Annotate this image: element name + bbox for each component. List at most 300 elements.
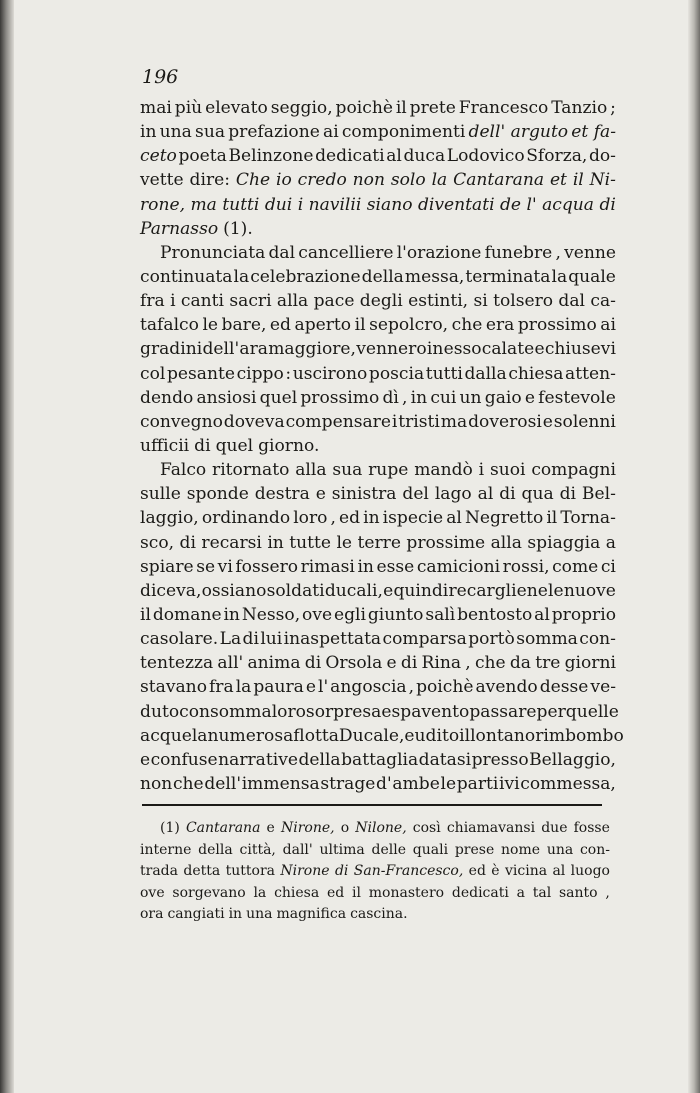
word: il: [459, 725, 471, 746]
word: il: [354, 315, 366, 336]
word: festevole: [538, 387, 616, 408]
word: loro: [293, 508, 328, 529]
word: ove: [302, 604, 333, 625]
word: paura: [253, 677, 304, 698]
word: avendo: [475, 677, 538, 698]
word: dendo: [140, 387, 194, 408]
word: una: [546, 841, 574, 858]
word: solenni: [553, 411, 616, 432]
word: è: [491, 863, 500, 879]
word: fra: [140, 291, 165, 312]
word: dire:: [189, 170, 230, 191]
word: della: [361, 266, 404, 287]
word: della: [298, 749, 341, 770]
word: ceto: [140, 146, 177, 167]
word: gradini: [140, 339, 203, 360]
word: battaglia: [341, 749, 419, 770]
word: casolare.: [140, 629, 219, 650]
word: di: [304, 653, 322, 674]
word: prefazione: [228, 122, 320, 143]
word: anima: [247, 653, 301, 674]
word: ivi: [499, 773, 520, 794]
word: prossime: [406, 532, 486, 553]
word: poichè: [416, 677, 474, 698]
text-line: [140, 700, 619, 724]
word: San-Francesco,: [353, 863, 464, 879]
word: Nirone: [280, 863, 330, 879]
word: sco,: [140, 532, 175, 553]
word: in: [363, 508, 380, 529]
word: spiare: [140, 556, 194, 577]
word: seggio,: [270, 98, 333, 118]
word: Falco: [160, 460, 207, 481]
word: Bel-: [581, 484, 616, 505]
word: compensare: [285, 411, 391, 432]
word: poscia: [368, 363, 425, 384]
word: e: [534, 339, 545, 360]
word: la: [431, 170, 448, 191]
text-line: [140, 337, 616, 361]
word: parti: [456, 773, 499, 794]
word: stavano: [140, 677, 207, 698]
word: sepolcro,: [369, 315, 449, 336]
word: io: [276, 170, 292, 191]
word: Bellaggio,: [529, 749, 616, 770]
word: Lodovico: [446, 146, 525, 167]
word: Torna-: [560, 508, 616, 529]
word: Pronunciata: [160, 242, 266, 263]
word: somma: [516, 629, 578, 650]
word: sinistra: [331, 484, 397, 505]
word: chiamavansi: [446, 820, 536, 836]
text-line: [140, 144, 616, 168]
word: prese: [454, 841, 495, 858]
word: e: [140, 749, 151, 770]
text-line: [140, 651, 616, 675]
word: in: [140, 122, 157, 143]
word: sorpresa: [305, 701, 382, 722]
word: se: [196, 556, 216, 577]
word: tal: [532, 884, 552, 901]
word: inaspettata: [283, 629, 382, 650]
word: la: [191, 725, 208, 746]
body-text: [140, 96, 624, 796]
word: il: [546, 508, 558, 529]
word: il: [352, 884, 361, 901]
word: dalla: [464, 363, 507, 384]
word: estinti,: [408, 291, 469, 312]
word: ufficii: [140, 435, 190, 456]
word: come: [552, 556, 599, 577]
word: poeta: [178, 146, 227, 167]
word: quali: [412, 841, 449, 858]
word: ve-: [590, 677, 616, 698]
text-line: [140, 861, 610, 883]
word: Orsola: [325, 653, 383, 674]
word: uscirono: [292, 363, 368, 384]
word: Ni-: [589, 170, 616, 191]
text-line: [140, 217, 616, 241]
word: e: [315, 484, 326, 505]
word: e: [542, 411, 553, 432]
word: era: [485, 315, 515, 336]
word: (1).: [223, 218, 253, 239]
word: da: [509, 653, 531, 674]
word: ordinando: [201, 508, 291, 529]
word: un: [459, 387, 482, 408]
word: in: [223, 604, 240, 625]
word: Cantarana: [185, 820, 261, 836]
text-line: [140, 603, 616, 627]
word: i: [391, 411, 398, 432]
word: bare,: [221, 315, 267, 336]
word: al: [477, 484, 494, 505]
word: duto: [140, 701, 180, 722]
word: ultima: [319, 841, 365, 858]
word: prossimo: [517, 315, 597, 336]
word: ducali,: [324, 580, 383, 601]
word: in: [426, 339, 444, 360]
word: fosse: [573, 820, 610, 836]
word: che: [451, 315, 483, 336]
word: ed: [327, 884, 345, 901]
word: fra: [208, 677, 234, 698]
word: ci: [600, 556, 616, 577]
word: portò: [468, 629, 515, 650]
word: doveva: [223, 411, 285, 432]
word: immensa: [241, 773, 320, 794]
word: al: [386, 146, 402, 167]
word: cangiati: [167, 906, 225, 922]
word: delle: [371, 841, 407, 858]
word: chiesa: [508, 363, 564, 384]
word: ed: [339, 508, 361, 529]
text-line: [140, 386, 616, 410]
word: vicina: [504, 863, 548, 879]
word: detta: [183, 863, 221, 879]
word: ca-: [590, 291, 616, 312]
text-line: [140, 193, 616, 217]
word: tutti: [222, 194, 260, 215]
word: per: [536, 701, 566, 722]
word: diventati: [417, 194, 495, 215]
word: maggiore,: [268, 339, 356, 360]
word: rupe: [368, 460, 409, 481]
word: o: [340, 820, 350, 836]
word: di: [242, 629, 259, 650]
word: presso: [471, 749, 529, 770]
word: atten-: [565, 363, 616, 384]
word: a: [605, 532, 616, 553]
word: il: [395, 98, 407, 118]
text-line: [140, 531, 616, 555]
text-line: [140, 579, 616, 603]
word: destra: [254, 484, 310, 505]
word: siano: [366, 194, 413, 215]
word: do-: [588, 146, 616, 167]
word: quel: [215, 435, 254, 456]
word: ,: [402, 387, 408, 408]
word: loro: [271, 701, 306, 722]
word: suoi: [489, 460, 526, 481]
word: di: [599, 194, 616, 215]
word: ora: [140, 906, 164, 922]
word: proprio: [551, 604, 616, 625]
word: i: [297, 194, 304, 215]
word: di: [499, 484, 516, 505]
text-line: [140, 410, 616, 434]
word: lontano: [470, 725, 536, 746]
word: spiaggia: [527, 532, 601, 553]
word: Negretto: [464, 508, 544, 529]
word: due: [541, 820, 568, 836]
word: si: [473, 291, 488, 312]
word: tolsero: [493, 291, 554, 312]
word: tutte: [289, 532, 331, 553]
word: Sforza,: [526, 146, 588, 167]
text-line: [140, 555, 616, 579]
word: di: [334, 863, 349, 879]
word: le: [202, 315, 219, 336]
word: Nilone,: [355, 820, 407, 836]
word: strage: [320, 773, 376, 794]
word: giorno.: [258, 435, 320, 456]
word: diceva,: [140, 580, 202, 601]
word: ai: [323, 122, 339, 143]
word: con-: [579, 629, 616, 650]
word: sponde: [186, 484, 249, 505]
word: ove: [140, 884, 165, 901]
footnote: [140, 818, 610, 926]
word: dal: [268, 242, 296, 263]
word: prete: [409, 98, 456, 118]
word: navilii: [308, 194, 362, 215]
word: egli: [333, 604, 366, 625]
word: in: [267, 532, 284, 553]
word: ma: [190, 194, 217, 215]
word: esse: [376, 556, 415, 577]
word: e: [381, 701, 392, 722]
word: a: [516, 884, 525, 901]
word: ambe: [392, 773, 440, 794]
word: confuse: [150, 749, 218, 770]
word: credo: [297, 170, 347, 191]
word: Tanzio: [551, 98, 608, 118]
word: dui: [264, 194, 293, 215]
word: dedicati: [451, 884, 509, 901]
word: dell': [204, 773, 242, 794]
word: giorni: [564, 653, 616, 674]
word: alla: [276, 291, 309, 312]
word: chiusevi: [544, 339, 616, 360]
word: in: [410, 387, 428, 408]
word: Che: [235, 170, 271, 191]
word: e: [383, 580, 394, 601]
word: degli: [359, 291, 403, 312]
text-line: [140, 120, 616, 144]
text-line: [140, 241, 616, 265]
text-line: [140, 458, 616, 482]
word: (1): [160, 820, 180, 836]
text-line: [140, 818, 610, 840]
word: ritornato: [212, 460, 290, 481]
word: messa,: [404, 266, 465, 287]
word: datasi: [418, 749, 472, 770]
word: bentosto: [457, 604, 533, 625]
word: ansiosi: [196, 387, 257, 408]
page-number: 196: [142, 66, 179, 88]
word: dì: [382, 387, 399, 408]
word: sulle: [140, 484, 181, 505]
word: cui: [430, 387, 457, 408]
word: tentezza: [140, 653, 214, 674]
word: in: [228, 906, 243, 922]
word: e: [404, 725, 415, 746]
word: Francesco: [458, 98, 549, 118]
word: sua: [332, 460, 363, 481]
text-line: [140, 675, 616, 699]
word: del: [402, 484, 429, 505]
word: con: [179, 701, 210, 722]
word: al: [446, 508, 462, 529]
footnote-separator: [142, 804, 602, 806]
word: ai: [600, 315, 616, 336]
word: :: [285, 363, 292, 384]
word: vi: [217, 556, 233, 577]
word: ed: [269, 315, 291, 336]
word: terre: [357, 532, 401, 553]
word: ma: [440, 411, 468, 432]
word: in: [357, 556, 374, 577]
word: sacri: [229, 291, 272, 312]
word: lui: [260, 629, 283, 650]
left-page-edge: [0, 0, 14, 1093]
word: et fa-: [571, 122, 616, 143]
word: tafalco: [140, 315, 199, 336]
word: all': [217, 653, 244, 674]
word: Nesso,: [241, 604, 301, 625]
text-line: [140, 724, 624, 748]
word: che: [474, 653, 506, 674]
word: et: [549, 170, 567, 191]
word: mandò: [414, 460, 473, 481]
word: passare: [469, 701, 537, 722]
word: l' acqua: [526, 194, 594, 215]
word: ,: [465, 653, 471, 674]
word: calate: [481, 339, 535, 360]
word: continuata: [140, 266, 233, 287]
word: di: [400, 653, 418, 674]
word: venne: [564, 242, 616, 263]
word: ,: [408, 677, 415, 698]
word: vette: [140, 170, 184, 191]
word: sua: [195, 122, 226, 143]
word: Parnasso: [140, 218, 219, 239]
text-line: [140, 434, 616, 458]
word: compagni: [531, 460, 616, 481]
word: componimenti: [341, 122, 466, 143]
word: mai: [140, 98, 172, 118]
word: ossiano: [201, 580, 267, 601]
word: monastero: [368, 884, 445, 901]
text-line: [140, 883, 610, 905]
word: rone,: [140, 194, 186, 215]
text-line: [140, 506, 616, 530]
word: dell': [202, 339, 240, 360]
word: elevato: [205, 98, 268, 118]
word: cascina.: [350, 906, 408, 922]
word: angoscia: [330, 677, 407, 698]
word: dedicati: [315, 146, 385, 167]
word: dal: [558, 291, 586, 312]
word: e: [386, 653, 397, 674]
word: che: [172, 773, 204, 794]
word: i: [170, 291, 176, 312]
word: funebre: [484, 242, 553, 263]
word: spavento: [391, 701, 470, 722]
word: celebrazione: [250, 266, 361, 287]
word: alla: [490, 532, 522, 553]
word: giunto: [367, 604, 424, 625]
word: numerosa: [207, 725, 294, 746]
text-line: [140, 362, 616, 386]
word: commessa,: [520, 773, 616, 794]
word: la: [235, 677, 252, 698]
word: rimbombo: [535, 725, 624, 746]
word: quale: [568, 266, 616, 287]
word: interne: [140, 841, 192, 858]
word: rimasi: [300, 556, 355, 577]
word: de: [499, 194, 522, 215]
word: i: [478, 460, 485, 481]
word: ;: [610, 98, 616, 118]
word: desse: [539, 677, 589, 698]
text-line: [140, 627, 616, 651]
word: di: [194, 435, 211, 456]
word: ,: [605, 884, 610, 901]
word: al: [534, 604, 550, 625]
right-page-edge: [688, 0, 700, 1093]
text-line: [140, 772, 616, 796]
word: fossero: [235, 556, 299, 577]
text-line: [140, 482, 616, 506]
word: il: [140, 604, 151, 625]
word: e: [524, 387, 535, 408]
word: una: [159, 122, 192, 143]
word: duca: [403, 146, 446, 167]
word: nome: [501, 841, 541, 858]
word: convegno: [140, 411, 223, 432]
word: quindi: [393, 580, 449, 601]
word: salì: [425, 604, 456, 625]
word: recarsi: [201, 532, 262, 553]
word: flotta: [293, 725, 339, 746]
word: rossi,: [502, 556, 550, 577]
word: pace: [313, 291, 355, 312]
word: prossimo: [300, 387, 380, 408]
word: tristi: [398, 411, 440, 432]
word: quel: [259, 387, 298, 408]
word: così: [412, 820, 441, 836]
text-line: [140, 289, 616, 313]
word: tre: [535, 653, 561, 674]
word: più: [174, 98, 203, 118]
word: d': [376, 773, 392, 794]
word: di: [559, 484, 577, 505]
word: le: [440, 773, 457, 794]
word: trada: [140, 863, 178, 879]
word: al: [552, 863, 566, 879]
